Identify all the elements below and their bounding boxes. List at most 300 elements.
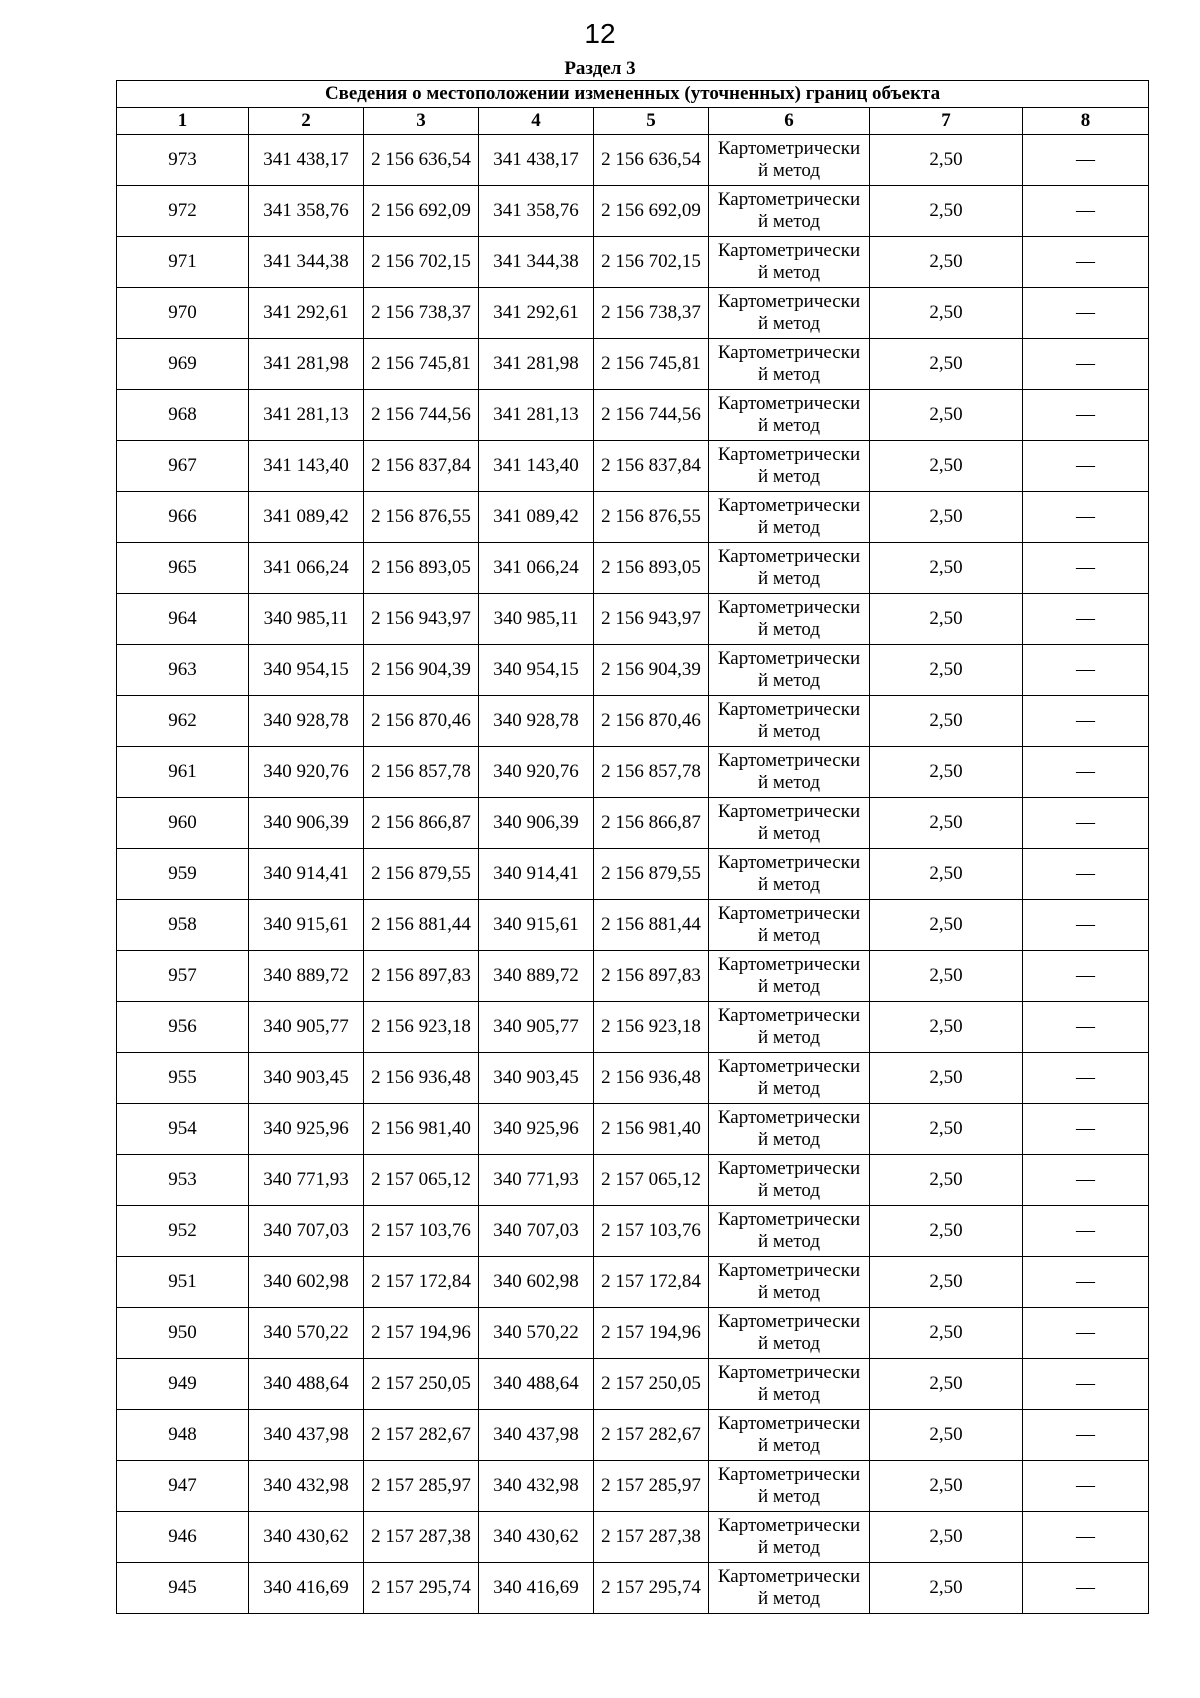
refined-y-cell: 2 156 981,40 xyxy=(594,1104,709,1155)
note-cell: — xyxy=(1023,1308,1149,1359)
table-caption: Сведения о местоположении измененных (уточненных) границ объекта xyxy=(117,81,1149,108)
accuracy-cell: 2,50 xyxy=(870,390,1023,441)
existing-y-cell: 2 156 837,84 xyxy=(364,441,479,492)
method-text-line: Картометрически xyxy=(717,342,861,363)
refined-x-cell: 340 903,45 xyxy=(479,1053,594,1104)
point-number-cell: 958 xyxy=(117,900,249,951)
existing-y-cell: 2 156 870,46 xyxy=(364,696,479,747)
refined-y-cell: 2 156 881,44 xyxy=(594,900,709,951)
method-cell xyxy=(709,645,870,696)
accuracy-cell: 2,50 xyxy=(870,1512,1023,1563)
method-text-line: Картометрически xyxy=(717,393,861,414)
method-text-line: й метод xyxy=(757,1435,821,1456)
table-row xyxy=(117,747,1149,798)
point-number-cell: 962 xyxy=(117,696,249,747)
refined-x-cell: 340 906,39 xyxy=(479,798,594,849)
method-text-line: й метод xyxy=(757,1588,821,1609)
method-cell xyxy=(709,1410,870,1461)
accuracy-cell: 2,50 xyxy=(870,1461,1023,1512)
method-text-line: Картометрически xyxy=(717,546,861,567)
table-row xyxy=(117,1155,1149,1206)
note-cell: — xyxy=(1023,951,1149,1002)
method-text-line: Картометрически xyxy=(717,1362,861,1383)
method-cell xyxy=(709,186,870,237)
existing-y-cell: 2 156 904,39 xyxy=(364,645,479,696)
method-cell xyxy=(709,1053,870,1104)
boundary-coordinates-table xyxy=(116,80,1149,1614)
table-row xyxy=(117,1410,1149,1461)
method-cell xyxy=(709,1563,870,1614)
refined-y-cell: 2 156 904,39 xyxy=(594,645,709,696)
existing-y-cell: 2 156 702,15 xyxy=(364,237,479,288)
existing-x-cell: 340 903,45 xyxy=(249,1053,364,1104)
method-cell xyxy=(709,1155,870,1206)
method-text-line: й метод xyxy=(757,1027,821,1048)
point-number-cell: 953 xyxy=(117,1155,249,1206)
existing-y-cell: 2 156 876,55 xyxy=(364,492,479,543)
existing-x-cell: 340 925,96 xyxy=(249,1104,364,1155)
table-row xyxy=(117,849,1149,900)
accuracy-cell: 2,50 xyxy=(870,543,1023,594)
note-cell: — xyxy=(1023,1002,1149,1053)
method-text-line: Картометрически xyxy=(717,1056,861,1077)
existing-x-cell: 340 488,64 xyxy=(249,1359,364,1410)
column-header: 5 xyxy=(594,108,709,135)
method-text-line: Картометрически xyxy=(717,1464,861,1485)
existing-y-cell: 2 156 738,37 xyxy=(364,288,479,339)
existing-x-cell: 340 889,72 xyxy=(249,951,364,1002)
method-text-line: Картометрически xyxy=(717,1260,861,1281)
column-number-row xyxy=(117,108,1149,135)
method-cell xyxy=(709,1359,870,1410)
refined-y-cell: 2 157 282,67 xyxy=(594,1410,709,1461)
refined-y-cell: 2 156 738,37 xyxy=(594,288,709,339)
refined-x-cell: 341 281,98 xyxy=(479,339,594,390)
table-row xyxy=(117,1257,1149,1308)
accuracy-cell: 2,50 xyxy=(870,237,1023,288)
note-cell: — xyxy=(1023,237,1149,288)
column-header: 7 xyxy=(870,108,1023,135)
note-cell: — xyxy=(1023,1461,1149,1512)
point-number-cell: 954 xyxy=(117,1104,249,1155)
point-number-cell: 952 xyxy=(117,1206,249,1257)
refined-y-cell: 2 156 936,48 xyxy=(594,1053,709,1104)
accuracy-cell: 2,50 xyxy=(870,492,1023,543)
point-number-cell: 972 xyxy=(117,186,249,237)
method-text-line: й метод xyxy=(757,1078,821,1099)
method-text-line: Картометрически xyxy=(717,1413,861,1434)
existing-x-cell: 341 143,40 xyxy=(249,441,364,492)
refined-x-cell: 340 437,98 xyxy=(479,1410,594,1461)
point-number-cell: 968 xyxy=(117,390,249,441)
method-text-line: й метод xyxy=(757,1537,821,1558)
method-text-line: Картометрически xyxy=(717,852,861,873)
method-cell xyxy=(709,1206,870,1257)
accuracy-cell: 2,50 xyxy=(870,441,1023,492)
method-cell xyxy=(709,339,870,390)
existing-x-cell: 341 438,17 xyxy=(249,135,364,186)
accuracy-cell: 2,50 xyxy=(870,798,1023,849)
existing-x-cell: 340 570,22 xyxy=(249,1308,364,1359)
accuracy-cell: 2,50 xyxy=(870,1002,1023,1053)
existing-y-cell: 2 156 636,54 xyxy=(364,135,479,186)
method-text-line: Картометрически xyxy=(717,597,861,618)
table-row xyxy=(117,951,1149,1002)
note-cell: — xyxy=(1023,1563,1149,1614)
method-text-line: й метод xyxy=(757,160,821,181)
existing-x-cell: 341 066,24 xyxy=(249,543,364,594)
point-number-cell: 948 xyxy=(117,1410,249,1461)
existing-x-cell: 341 281,13 xyxy=(249,390,364,441)
refined-x-cell: 341 344,38 xyxy=(479,237,594,288)
point-number-cell: 973 xyxy=(117,135,249,186)
method-cell xyxy=(709,798,870,849)
point-number-cell: 971 xyxy=(117,237,249,288)
method-cell xyxy=(709,237,870,288)
existing-x-cell: 340 430,62 xyxy=(249,1512,364,1563)
column-header: 6 xyxy=(709,108,870,135)
method-text-line: Картометрически xyxy=(717,240,861,261)
existing-x-cell: 340 928,78 xyxy=(249,696,364,747)
existing-y-cell: 2 156 744,56 xyxy=(364,390,479,441)
existing-x-cell: 340 432,98 xyxy=(249,1461,364,1512)
note-cell: — xyxy=(1023,1104,1149,1155)
accuracy-cell: 2,50 xyxy=(870,1563,1023,1614)
method-text-line: й метод xyxy=(757,976,821,997)
accuracy-cell: 2,50 xyxy=(870,951,1023,1002)
refined-y-cell: 2 157 250,05 xyxy=(594,1359,709,1410)
point-number-cell: 969 xyxy=(117,339,249,390)
refined-y-cell: 2 156 702,15 xyxy=(594,237,709,288)
method-text-line: й метод xyxy=(757,823,821,844)
existing-y-cell: 2 156 897,83 xyxy=(364,951,479,1002)
table-row xyxy=(117,594,1149,645)
existing-y-cell: 2 156 881,44 xyxy=(364,900,479,951)
existing-y-cell: 2 157 285,97 xyxy=(364,1461,479,1512)
method-text-line: й метод xyxy=(757,1384,821,1405)
accuracy-cell: 2,50 xyxy=(870,1155,1023,1206)
method-text-line: й метод xyxy=(757,466,821,487)
method-cell xyxy=(709,849,870,900)
method-text-line: Картометрически xyxy=(717,138,861,159)
refined-y-cell: 2 156 943,97 xyxy=(594,594,709,645)
refined-y-cell: 2 156 870,46 xyxy=(594,696,709,747)
existing-x-cell: 340 437,98 xyxy=(249,1410,364,1461)
method-cell xyxy=(709,390,870,441)
method-text-line: й метод xyxy=(757,364,821,385)
note-cell: — xyxy=(1023,1155,1149,1206)
existing-x-cell: 341 089,42 xyxy=(249,492,364,543)
method-cell xyxy=(709,288,870,339)
existing-x-cell: 340 906,39 xyxy=(249,798,364,849)
method-cell xyxy=(709,543,870,594)
existing-x-cell: 340 915,61 xyxy=(249,900,364,951)
method-cell xyxy=(709,492,870,543)
existing-y-cell: 2 156 866,87 xyxy=(364,798,479,849)
point-number-cell: 964 xyxy=(117,594,249,645)
existing-x-cell: 340 602,98 xyxy=(249,1257,364,1308)
table-row xyxy=(117,900,1149,951)
note-cell: — xyxy=(1023,747,1149,798)
method-cell xyxy=(709,1104,870,1155)
note-cell: — xyxy=(1023,492,1149,543)
table-row xyxy=(117,696,1149,747)
table-body xyxy=(117,135,1149,1614)
table-row xyxy=(117,237,1149,288)
point-number-cell: 947 xyxy=(117,1461,249,1512)
refined-y-cell: 2 157 285,97 xyxy=(594,1461,709,1512)
table-row xyxy=(117,1563,1149,1614)
point-number-cell: 946 xyxy=(117,1512,249,1563)
method-text-line: Картометрически xyxy=(717,903,861,924)
table-row xyxy=(117,1206,1149,1257)
table-row xyxy=(117,492,1149,543)
refined-x-cell: 340 771,93 xyxy=(479,1155,594,1206)
method-cell xyxy=(709,135,870,186)
accuracy-cell: 2,50 xyxy=(870,1308,1023,1359)
table-row xyxy=(117,288,1149,339)
method-cell xyxy=(709,1461,870,1512)
existing-x-cell: 340 771,93 xyxy=(249,1155,364,1206)
refined-y-cell: 2 157 295,74 xyxy=(594,1563,709,1614)
method-text-line: й метод xyxy=(757,1486,821,1507)
existing-x-cell: 341 344,38 xyxy=(249,237,364,288)
existing-x-cell: 341 281,98 xyxy=(249,339,364,390)
table-row xyxy=(117,798,1149,849)
note-cell: — xyxy=(1023,594,1149,645)
refined-x-cell: 340 905,77 xyxy=(479,1002,594,1053)
accuracy-cell: 2,50 xyxy=(870,1410,1023,1461)
method-cell xyxy=(709,696,870,747)
accuracy-cell: 2,50 xyxy=(870,747,1023,798)
note-cell: — xyxy=(1023,135,1149,186)
point-number-cell: 967 xyxy=(117,441,249,492)
method-text-line: Картометрически xyxy=(717,495,861,516)
method-text-line: й метод xyxy=(757,211,821,232)
page-number: 12 xyxy=(584,18,616,49)
method-cell xyxy=(709,1002,870,1053)
existing-x-cell: 341 358,76 xyxy=(249,186,364,237)
point-number-cell: 956 xyxy=(117,1002,249,1053)
refined-x-cell: 340 707,03 xyxy=(479,1206,594,1257)
refined-x-cell: 340 954,15 xyxy=(479,645,594,696)
existing-x-cell: 340 707,03 xyxy=(249,1206,364,1257)
method-text-line: й метод xyxy=(757,262,821,283)
refined-x-cell: 340 985,11 xyxy=(479,594,594,645)
method-text-line: Картометрически xyxy=(717,1566,861,1587)
refined-x-cell: 340 488,64 xyxy=(479,1359,594,1410)
refined-y-cell: 2 156 897,83 xyxy=(594,951,709,1002)
method-cell xyxy=(709,1308,870,1359)
point-number-cell: 957 xyxy=(117,951,249,1002)
note-cell: — xyxy=(1023,186,1149,237)
table-row xyxy=(117,645,1149,696)
refined-y-cell: 2 156 866,87 xyxy=(594,798,709,849)
method-text-line: й метод xyxy=(757,1180,821,1201)
method-text-line: й метод xyxy=(757,1282,821,1303)
existing-y-cell: 2 157 295,74 xyxy=(364,1563,479,1614)
method-cell xyxy=(709,1512,870,1563)
method-text-line: Картометрически xyxy=(717,291,861,312)
table-row xyxy=(117,1359,1149,1410)
existing-x-cell: 340 985,11 xyxy=(249,594,364,645)
existing-x-cell: 340 416,69 xyxy=(249,1563,364,1614)
method-text-line: й метод xyxy=(757,721,821,742)
refined-x-cell: 340 602,98 xyxy=(479,1257,594,1308)
method-cell xyxy=(709,951,870,1002)
refined-y-cell: 2 156 879,55 xyxy=(594,849,709,900)
existing-x-cell: 340 954,15 xyxy=(249,645,364,696)
accuracy-cell: 2,50 xyxy=(870,1206,1023,1257)
refined-y-cell: 2 156 876,55 xyxy=(594,492,709,543)
method-text-line: й метод xyxy=(757,568,821,589)
refined-y-cell: 2 156 745,81 xyxy=(594,339,709,390)
table-row xyxy=(117,1308,1149,1359)
note-cell: — xyxy=(1023,390,1149,441)
note-cell: — xyxy=(1023,543,1149,594)
method-text-line: й метод xyxy=(757,517,821,538)
method-text-line: Картометрически xyxy=(717,1515,861,1536)
table-row xyxy=(117,1053,1149,1104)
existing-y-cell: 2 156 857,78 xyxy=(364,747,479,798)
accuracy-cell: 2,50 xyxy=(870,1104,1023,1155)
refined-y-cell: 2 156 837,84 xyxy=(594,441,709,492)
method-text-line: й метод xyxy=(757,874,821,895)
table-row xyxy=(117,441,1149,492)
point-number-cell: 945 xyxy=(117,1563,249,1614)
point-number-cell: 950 xyxy=(117,1308,249,1359)
accuracy-cell: 2,50 xyxy=(870,696,1023,747)
method-text-line: й метод xyxy=(757,415,821,436)
existing-y-cell: 2 156 981,40 xyxy=(364,1104,479,1155)
existing-x-cell: 340 920,76 xyxy=(249,747,364,798)
refined-x-cell: 341 358,76 xyxy=(479,186,594,237)
method-text-line: й метод xyxy=(757,670,821,691)
method-cell xyxy=(709,594,870,645)
existing-y-cell: 2 156 943,97 xyxy=(364,594,479,645)
point-number-cell: 970 xyxy=(117,288,249,339)
note-cell: — xyxy=(1023,696,1149,747)
existing-y-cell: 2 156 692,09 xyxy=(364,186,479,237)
accuracy-cell: 2,50 xyxy=(870,1359,1023,1410)
accuracy-cell: 2,50 xyxy=(870,849,1023,900)
accuracy-cell: 2,50 xyxy=(870,1053,1023,1104)
method-text-line: Картометрически xyxy=(717,750,861,771)
method-cell xyxy=(709,1257,870,1308)
refined-x-cell: 340 570,22 xyxy=(479,1308,594,1359)
method-text-line: Картометрически xyxy=(717,648,861,669)
existing-y-cell: 2 156 893,05 xyxy=(364,543,479,594)
note-cell: — xyxy=(1023,1359,1149,1410)
column-header: 1 xyxy=(117,108,249,135)
note-cell: — xyxy=(1023,1257,1149,1308)
table-row xyxy=(117,543,1149,594)
refined-x-cell: 340 914,41 xyxy=(479,849,594,900)
note-cell: — xyxy=(1023,288,1149,339)
refined-x-cell: 341 143,40 xyxy=(479,441,594,492)
refined-x-cell: 341 292,61 xyxy=(479,288,594,339)
existing-x-cell: 340 905,77 xyxy=(249,1002,364,1053)
method-text-line: Картометрически xyxy=(717,1107,861,1128)
accuracy-cell: 2,50 xyxy=(870,135,1023,186)
accuracy-cell: 2,50 xyxy=(870,288,1023,339)
note-cell: — xyxy=(1023,798,1149,849)
accuracy-cell: 2,50 xyxy=(870,1257,1023,1308)
point-number-cell: 960 xyxy=(117,798,249,849)
existing-x-cell: 340 914,41 xyxy=(249,849,364,900)
refined-y-cell: 2 156 893,05 xyxy=(594,543,709,594)
point-number-cell: 951 xyxy=(117,1257,249,1308)
refined-x-cell: 340 920,76 xyxy=(479,747,594,798)
refined-y-cell: 2 157 103,76 xyxy=(594,1206,709,1257)
table-row xyxy=(117,390,1149,441)
refined-y-cell: 2 156 857,78 xyxy=(594,747,709,798)
method-text-line: Картометрически xyxy=(717,1158,861,1179)
refined-y-cell: 2 157 194,96 xyxy=(594,1308,709,1359)
point-number-cell: 963 xyxy=(117,645,249,696)
table-row xyxy=(117,186,1149,237)
note-cell: — xyxy=(1023,900,1149,951)
method-text-line: Картометрически xyxy=(717,1209,861,1230)
method-text-line: й метод xyxy=(757,1231,821,1252)
refined-x-cell: 340 416,69 xyxy=(479,1563,594,1614)
accuracy-cell: 2,50 xyxy=(870,645,1023,696)
refined-x-cell: 340 430,62 xyxy=(479,1512,594,1563)
method-text-line: Картометрически xyxy=(717,801,861,822)
table-row xyxy=(117,1002,1149,1053)
existing-y-cell: 2 156 923,18 xyxy=(364,1002,479,1053)
table-row xyxy=(117,1512,1149,1563)
existing-y-cell: 2 157 065,12 xyxy=(364,1155,479,1206)
column-header: 2 xyxy=(249,108,364,135)
method-text-line: й метод xyxy=(757,313,821,334)
refined-x-cell: 340 432,98 xyxy=(479,1461,594,1512)
method-cell xyxy=(709,747,870,798)
refined-x-cell: 340 928,78 xyxy=(479,696,594,747)
refined-x-cell: 341 281,13 xyxy=(479,390,594,441)
refined-x-cell: 341 066,24 xyxy=(479,543,594,594)
refined-x-cell: 340 889,72 xyxy=(479,951,594,1002)
refined-y-cell: 2 157 172,84 xyxy=(594,1257,709,1308)
point-number-cell: 955 xyxy=(117,1053,249,1104)
point-number-cell: 949 xyxy=(117,1359,249,1410)
refined-y-cell: 2 157 065,12 xyxy=(594,1155,709,1206)
method-text-line: Картометрически xyxy=(717,954,861,975)
existing-y-cell: 2 156 936,48 xyxy=(364,1053,479,1104)
method-text-line: й метод xyxy=(757,619,821,640)
note-cell: — xyxy=(1023,849,1149,900)
method-text-line: Картометрически xyxy=(717,1005,861,1026)
point-number-cell: 966 xyxy=(117,492,249,543)
note-cell: — xyxy=(1023,1206,1149,1257)
existing-y-cell: 2 157 172,84 xyxy=(364,1257,479,1308)
note-cell: — xyxy=(1023,339,1149,390)
refined-x-cell: 341 089,42 xyxy=(479,492,594,543)
method-text-line: Картометрически xyxy=(717,444,861,465)
note-cell: — xyxy=(1023,1512,1149,1563)
existing-y-cell: 2 157 287,38 xyxy=(364,1512,479,1563)
note-cell: — xyxy=(1023,441,1149,492)
method-cell xyxy=(709,441,870,492)
refined-y-cell: 2 156 692,09 xyxy=(594,186,709,237)
method-text-line: й метод xyxy=(757,1333,821,1354)
table-row xyxy=(117,339,1149,390)
method-text-line: й метод xyxy=(757,1129,821,1150)
method-text-line: Картометрически xyxy=(717,1311,861,1332)
accuracy-cell: 2,50 xyxy=(870,900,1023,951)
existing-y-cell: 2 157 103,76 xyxy=(364,1206,479,1257)
column-header: 8 xyxy=(1023,108,1149,135)
